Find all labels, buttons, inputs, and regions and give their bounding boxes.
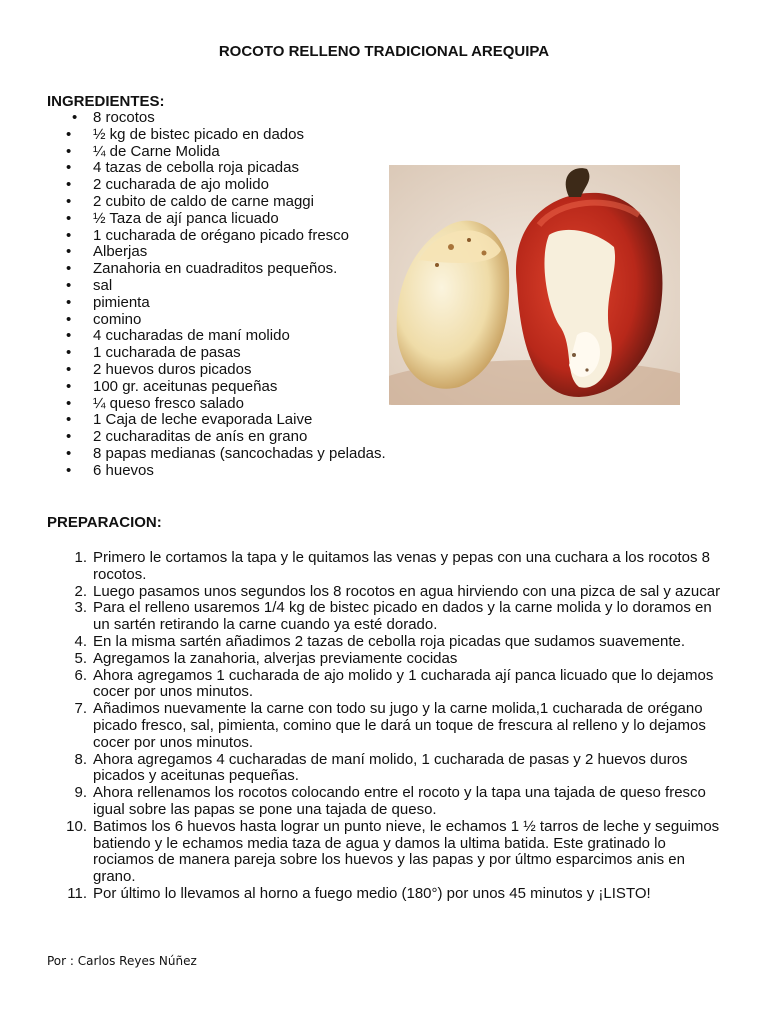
step-item (47, 752, 727, 786)
step-item (47, 584, 727, 601)
step-item (47, 634, 727, 651)
rocoto-relleno-illustration (389, 165, 680, 405)
step-text: Primero le cortamos la tapa y le quitamos las venas y pepas con una cuchara a los rocotos 8 rocotos. (93, 549, 710, 583)
step-text: Agregamos la zanahoria, alverjas previamente cocidas (93, 649, 458, 667)
step-item (47, 701, 727, 751)
step-text: Ahora agregamos 1 cucharada de ajo molido y 1 cucharada ají panca licuado que lo dejamos cocer por unos minutos. (93, 666, 714, 701)
ingredient-item: • 100 gr. aceitunas pequeñas (47, 379, 386, 396)
step-text: Añadimos nuevamente la carne con todo su jugo y la carne molida,1 cucharada de orégano picado fresco, sal, pimienta, comino que le dará un toque de frescura al relleno y lo dejamos cocer por unos minutos. (93, 700, 706, 751)
step-text: Batimos los 6 huevos hasta lograr un punto nieve, le echamos 1 ½ tarros de leche y seguimos batiendo y le echamos media taza de agua y damos la ultima batida. Este gratinado lo rociamos de manera pareja sobre los huevos y las papas y por últmo esparcimos anis en grano. (93, 817, 720, 886)
step-number: 2. (74, 582, 87, 600)
step-text: Luego pasamos unos segundos los 8 rocotos en agua hirviendo con una pizca de sal y azucar (93, 582, 721, 600)
ingredient-item: • ¼ de Carne Molida (47, 144, 386, 161)
ingredient-item: • 2 cubito de caldo de carne maggi (47, 194, 386, 211)
ingredient-item: • Zanahoria en cuadraditos pequeños. (47, 261, 386, 278)
step-number: 10. (66, 817, 87, 835)
step-item (47, 785, 727, 819)
preparation-heading: PREPARACION: (47, 514, 162, 531)
ingredient-item: • ¼ queso fresco salado (47, 396, 386, 413)
step-item (47, 668, 727, 702)
step-number: 7. (74, 700, 87, 718)
step-item (47, 886, 727, 903)
ingredient-item: • 6 huevos (47, 463, 386, 480)
rocoto-relleno-photo (389, 165, 680, 405)
ingredient-item: • ½ kg de bistec picado en dados (47, 127, 386, 144)
ingredient-item: • sal (47, 278, 386, 295)
step-item (47, 550, 727, 584)
ingredient-item: • 8 papas medianas (sancochadas y peladas. (47, 446, 386, 463)
ingredient-item: • 4 tazas de cebolla roja picadas (47, 160, 386, 177)
ingredient-item: • pimienta (47, 295, 386, 312)
ingredient-item: • 8 rocotos (47, 110, 386, 127)
ingredients-heading: INGREDIENTES: (47, 93, 165, 110)
step-number: 5. (74, 649, 87, 667)
ingredient-item: • 2 cucharada de ajo molido (47, 177, 386, 194)
step-number: 4. (74, 632, 87, 650)
step-text: Ahora agregamos 4 cucharadas de maní molido, 1 cucharada de pasas y 2 huevos duros picados y aceitunas pequeñas. (93, 750, 688, 785)
ingredient-item: • comino (47, 312, 386, 329)
ingredient-item: • Alberjas (47, 244, 386, 261)
step-number: 6. (74, 666, 87, 684)
step-number: 8. (74, 750, 87, 768)
step-number: 1. (74, 549, 87, 566)
step-item (47, 600, 727, 634)
step-item (47, 819, 727, 886)
ingredient-item: • 2 cucharaditas de anís en grano (47, 429, 386, 446)
step-text: Por último lo llevamos al horno a fuego medio (180°) por unos 45 minutos y ¡LISTO! (93, 884, 651, 902)
step-number: 9. (74, 784, 87, 802)
ingredient-item: • 1 Caja de leche evaporada Laive (47, 412, 386, 429)
step-item (47, 651, 727, 668)
step-text: Para el relleno usaremos 1/4 kg de bistec picado en dados y la carne molida y lo doramos en un sartén retirando la carne cuando ya esté dorado. (93, 599, 712, 634)
ingredient-item: • ½ Taza de ají panca licuado (47, 211, 386, 228)
step-text: Ahora rellenamos los rocotos colocando entre el rocoto y la tapa una tajada de queso fresco igual sobre las papas se pone una tajada de queso. (93, 784, 706, 818)
ingredient-item: • 1 cucharada de orégano picado fresco (47, 228, 386, 245)
ingredient-item: • 1 cucharada de pasas (47, 345, 386, 362)
step-number: 3. (74, 599, 87, 617)
step-number: 11. (67, 884, 87, 902)
author-credit: Por : Carlos Reyes Núñez (47, 954, 197, 968)
ingredient-item: • 2 huevos duros picados (47, 362, 386, 379)
step-text: En la misma sartén añadimos 2 tazas de cebolla roja picadas que sudamos suavemente. (93, 632, 685, 650)
ingredient-item: • 4 cucharadas de maní molido (47, 328, 386, 345)
ingredients-list (47, 110, 386, 480)
preparation-steps (47, 550, 727, 903)
document-title: ROCOTO RELLENO TRADICIONAL AREQUIPA (218, 43, 550, 60)
